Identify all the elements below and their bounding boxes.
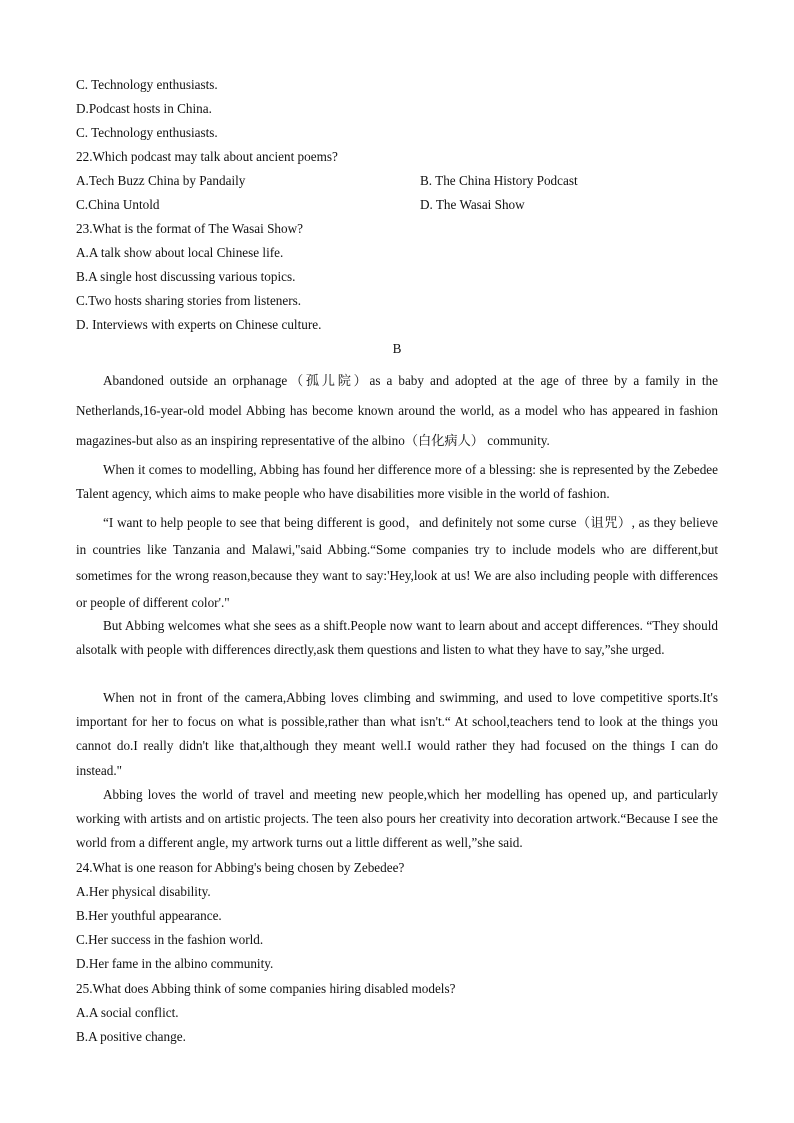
q23-option-c: C.Two hosts sharing stories from listeners. xyxy=(76,293,302,308)
q24-option-c: C.Her success in the fashion world. xyxy=(76,932,264,947)
option-text: C. Technology enthusiasts. xyxy=(76,77,218,92)
q24-option-a: A.Her physical disability. xyxy=(76,884,211,899)
q24-option-d: D.Her fame in the albino community. xyxy=(76,956,274,971)
passage-paragraph: “I want to help people to see that being different is good，and definitely not some curse（诅咒）, as they believe in countries like Tanzania and Malawi,"said Abbing.“Some companies try to include models who are different,but sometimes for the wrong reason,because they want to say:'Hey,look at us! We are also including people with differences or people of different color'." xyxy=(76,515,718,610)
option-text: D.Podcast hosts in China. xyxy=(76,101,212,116)
q22-option-d: D. The Wasai Show xyxy=(420,197,525,212)
q23-option-b: B.A single host discussing various topics. xyxy=(76,269,296,284)
question-22: 22.Which podcast may talk about ancient poems? xyxy=(76,149,338,164)
q25-option-a: A.A social conflict. xyxy=(76,1005,179,1020)
question-24: 24.What is one reason for Abbing's being chosen by Zebedee? xyxy=(76,860,405,875)
passage-paragraph: Abbing loves the world of travel and meeting new people,which her modelling has opened up, and particularly working with artists and on artistic projects. The teen also pours her creativity into decoration artwork.“Because I see the world from a different angle, my artwork turns out a little different as well,”she said. xyxy=(76,787,718,851)
q23-option-a: A.A talk show about local Chinese life. xyxy=(76,245,284,260)
q25-option-b: B.A positive change. xyxy=(76,1029,186,1044)
question-25: 25.What does Abbing think of some companies hiring disabled models? xyxy=(76,981,456,996)
q23-option-d: D. Interviews with experts on Chinese culture. xyxy=(76,317,322,332)
passage-paragraph: Abandoned outside an orphanage（孤儿院）as a baby and adopted at the age of three by a family in the Netherlands,16-year-old model Abbing has become known around the world, as a model who has appeared in fashion magazines-but also as an inspiring representative of the albino（白化病人） community. xyxy=(76,373,718,448)
passage-paragraph: But Abbing welcomes what she sees as a shift.People now want to learn about and accept differences. “They should alsotalk with people with differences directly,ask them questions and listen to what they have to say,”she urged. xyxy=(76,618,718,658)
q22-option-b: B. The China History Podcast xyxy=(420,173,578,188)
q24-option-b: B.Her youthful appearance. xyxy=(76,908,222,923)
q22-option-c: C.China Untold xyxy=(76,197,160,212)
passage-paragraph: When not in front of the camera,Abbing loves climbing and swimming, and used to love competitive sports.It's important for her to focus on what is possible,rather than what isn't.“ At school,teachers tend to look at the things you cannot do.I really didn't like that,although they meant well.I would rather they had focused on the things I can do instead." xyxy=(76,690,718,778)
q22-option-a: A.Tech Buzz China by Pandaily xyxy=(76,173,246,188)
question-23: 23.What is the format of The Wasai Show? xyxy=(76,221,303,236)
option-text: C. Technology enthusiasts. xyxy=(76,125,218,140)
passage-paragraph: When it comes to modelling, Abbing has found her difference more of a blessing: she is represented by the Zebedee Talent agency, which aims to make people who have disabilities more visible in the world of fashion. xyxy=(76,462,718,502)
section-label: B xyxy=(392,341,402,356)
